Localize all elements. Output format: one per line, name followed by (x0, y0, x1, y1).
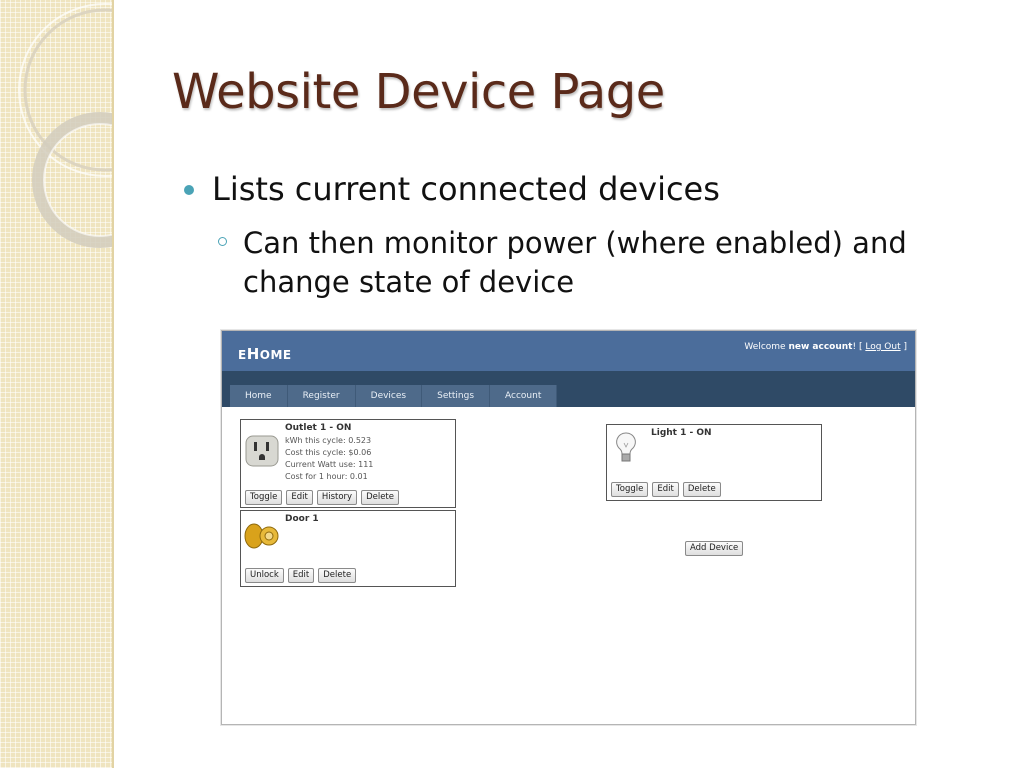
kwh-cycle: kWh this cycle: 0.523 (285, 436, 372, 445)
nav-settings[interactable]: Settings (422, 385, 490, 407)
device-actions (245, 568, 356, 583)
nav-devices[interactable]: Devices (356, 385, 422, 407)
nav-register[interactable]: Register (288, 385, 356, 407)
slide-title: Website Device Page (172, 64, 665, 120)
device-name: Outlet 1 - ON (285, 423, 352, 433)
current-watt: Current Watt use: 111 (285, 460, 374, 469)
logo-prefix: E (238, 348, 247, 362)
unlock-button[interactable]: Unlock (245, 568, 284, 583)
welcome-prefix: Welcome (744, 342, 786, 352)
welcome-open: ! [ (852, 342, 863, 352)
device-actions (611, 482, 721, 497)
device-card-door (240, 510, 456, 587)
sub-bullet-ring-icon (218, 237, 227, 246)
device-card-light (606, 424, 822, 501)
doorknob-icon (244, 520, 280, 550)
outlet-icon (245, 435, 279, 467)
bullet-text: Lists current connected devices (212, 170, 720, 208)
delete-button[interactable]: Delete (683, 482, 721, 497)
delete-button[interactable]: Delete (318, 568, 356, 583)
toggle-button[interactable]: Toggle (611, 482, 648, 497)
edit-button[interactable]: Edit (286, 490, 312, 505)
site-logo (238, 345, 292, 363)
logout-link[interactable]: Log Out (865, 342, 901, 352)
device-name: Light 1 - ON (651, 428, 712, 438)
toggle-button[interactable]: Toggle (245, 490, 282, 505)
device-name: Door 1 (285, 514, 319, 524)
nav-home[interactable]: Home (230, 385, 288, 407)
welcome-user: new account (788, 342, 853, 352)
nav-account[interactable]: Account (490, 385, 557, 407)
device-power-info (285, 435, 373, 483)
cost-cycle: Cost this cycle: $0.06 (285, 448, 372, 457)
welcome-message (744, 342, 907, 352)
decorative-side-band (0, 0, 114, 768)
decorative-rings (0, 0, 114, 768)
history-button[interactable]: History (317, 490, 357, 505)
add-device-button[interactable]: Add Device (685, 541, 743, 556)
edit-button[interactable]: Edit (652, 482, 678, 497)
bullet-dot-icon (184, 185, 194, 195)
nav-tabs (230, 385, 557, 407)
sub-bullet-text: Can then monitor power (where enabled) and change state of device (243, 226, 907, 299)
logo-suffix: OME (259, 348, 292, 362)
site-header (222, 331, 915, 371)
device-page-screenshot (221, 330, 916, 725)
logo-h: H (246, 345, 260, 363)
cost-hour: Cost for 1 hour: 0.01 (285, 472, 368, 481)
nav-bar (222, 371, 915, 407)
device-actions (245, 490, 399, 505)
device-card-outlet (240, 419, 456, 508)
edit-button[interactable]: Edit (288, 568, 314, 583)
lightbulb-icon (615, 431, 637, 465)
delete-button[interactable]: Delete (361, 490, 399, 505)
welcome-close: ] (903, 342, 907, 352)
